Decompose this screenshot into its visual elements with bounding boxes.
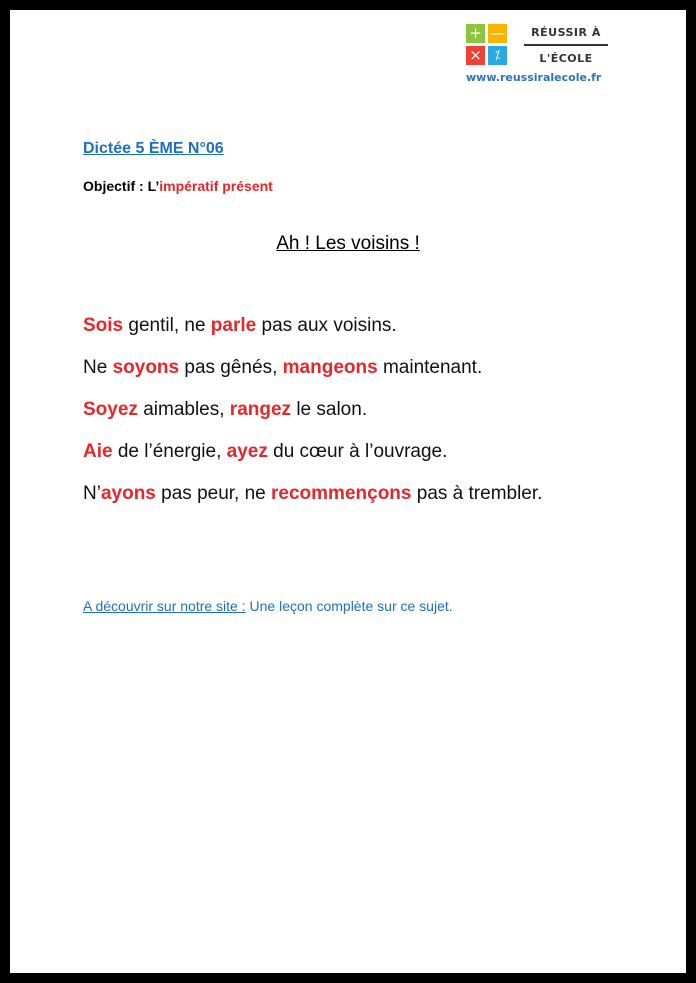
sentence-text: pas aux voisins.: [256, 315, 397, 336]
minus-icon: —: [490, 24, 505, 42]
discover-link[interactable]: A découvrir sur notre site :: [83, 598, 246, 614]
objective-label: Objectif :: [83, 178, 148, 194]
sentence-text: le salon.: [291, 399, 368, 420]
sentence-text: pas gênés,: [179, 357, 283, 378]
text-title: [10, 233, 686, 255]
sentence-line: [83, 314, 542, 356]
sentence-line: [83, 398, 542, 440]
imperative-verb: soyons: [112, 357, 180, 378]
imperative-verb: rangez: [229, 399, 292, 420]
sentence-text: pas peur, ne: [155, 483, 272, 504]
multiply-icon: ×: [466, 46, 485, 65]
dictation-title: Dictée 5 ÈME N°06: [83, 140, 224, 157]
site-logo[interactable]: [466, 24, 626, 102]
sentence-text: maintenant.: [377, 357, 483, 378]
sentence-text: gentil, ne: [123, 315, 211, 336]
imperative-verb: Sois: [83, 315, 124, 336]
imperative-verb: ayez: [226, 441, 268, 462]
logo-text-bottom: L'ÉCOLE: [539, 52, 593, 65]
footer-text: Une leçon complète sur ce sujet.: [245, 598, 453, 614]
logo-text-top: RÉUSSIR À: [531, 26, 601, 39]
objective-prefix: L’: [147, 178, 160, 194]
imperative-verb: Soyez: [83, 399, 138, 420]
sentence-line: [83, 356, 542, 398]
logo-divider: [524, 44, 608, 46]
sentence-line: [83, 440, 542, 482]
text-title-label: Ah ! Les voisins !: [276, 233, 420, 254]
imperative-verb: Aie: [83, 441, 113, 462]
objective-line: [83, 178, 273, 194]
logo-url[interactable]: www.reussiralecole.fr: [466, 71, 602, 84]
sentence-text: du cœur à l’ouvrage.: [267, 441, 448, 462]
sentence-text: Ne: [83, 357, 113, 378]
imperative-verb: ayons: [100, 483, 156, 504]
worksheet-page: [10, 10, 686, 973]
dictation-text: [83, 314, 542, 524]
percent-icon: ⁒: [488, 46, 507, 65]
imperative-verb: recommençons: [271, 483, 412, 504]
imperative-verb: parle: [210, 315, 257, 336]
footer-line: [83, 598, 453, 614]
sentence-text: aimables,: [137, 399, 230, 420]
imperative-verb: mangeons: [282, 357, 378, 378]
plus-icon: +: [466, 24, 485, 43]
sentence-text: N’: [83, 483, 101, 504]
sentence-text: pas à trembler.: [411, 483, 543, 504]
sentence-line: [83, 482, 542, 524]
objective-topic: impératif présent: [159, 178, 273, 194]
sentence-text: de l’énergie,: [112, 441, 227, 462]
